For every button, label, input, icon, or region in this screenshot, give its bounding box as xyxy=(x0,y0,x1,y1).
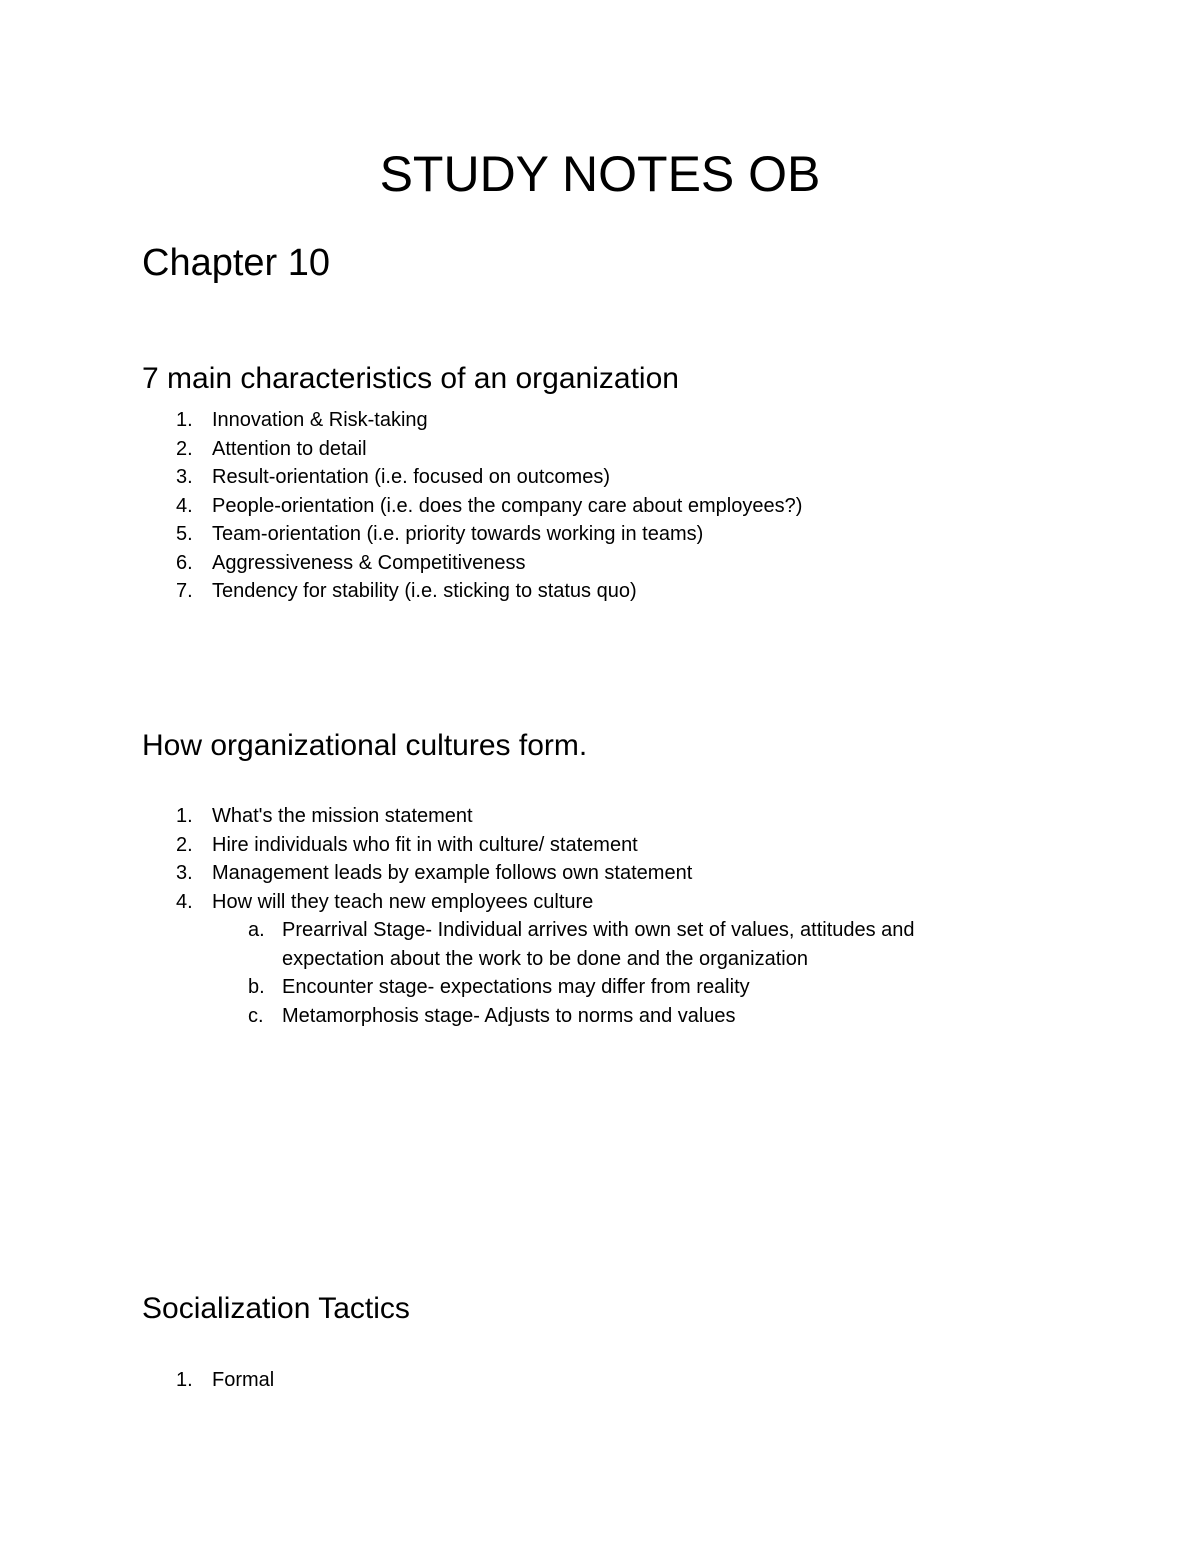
sub-list-item-letter: c. xyxy=(248,1004,264,1027)
list-item-number: 1. xyxy=(176,409,193,431)
list-item-number: 2. xyxy=(176,833,193,856)
document-title: STUDY NOTES OB xyxy=(379,146,821,202)
chapter-heading: Chapter 10 xyxy=(142,242,331,284)
list-item-number: 4. xyxy=(176,890,193,913)
list-item-text: Management leads by example follows own statement xyxy=(212,862,693,884)
culture-formation-list xyxy=(0,802,1200,1030)
list-item xyxy=(0,492,1200,521)
list-item xyxy=(0,859,1200,888)
list-item-number: 1. xyxy=(176,805,193,827)
list-item xyxy=(0,463,1200,492)
list-item-number: 2. xyxy=(176,437,193,460)
list-item-number: 1. xyxy=(176,1369,193,1391)
list-item-text: Aggressiveness & Competitiveness xyxy=(212,551,526,574)
list-item xyxy=(0,520,1200,549)
list-item xyxy=(0,577,1200,606)
sub-list-item xyxy=(0,916,1200,973)
list-item-text: How will they teach new employees culture xyxy=(212,890,594,913)
list-item-number: 3. xyxy=(176,862,193,884)
sub-list-item xyxy=(0,1002,1200,1031)
list-item-text: Formal xyxy=(212,1369,275,1391)
sub-list-item-text: Encounter stage- expectations may differ from reality xyxy=(282,976,750,998)
list-item xyxy=(0,435,1200,464)
sub-list-item-letter: b. xyxy=(248,976,265,998)
section-heading-characteristics: 7 main characteristics of an organization xyxy=(142,362,679,395)
list-item-number: 6. xyxy=(176,551,193,574)
list-item-text: What's the mission statement xyxy=(212,805,473,827)
list-item xyxy=(0,1366,1200,1395)
list-item xyxy=(0,831,1200,860)
section-heading-culture-formation: How organizational cultures form. xyxy=(142,729,588,762)
list-item-text: Team-orientation (i.e. priority towards working in teams) xyxy=(212,523,704,545)
list-item-text: Tendency for stability (i.e. sticking to status quo) xyxy=(212,580,637,602)
list-item-text: Attention to detail xyxy=(212,437,367,460)
sub-list-item-letter: a. xyxy=(248,919,265,941)
list-item-number: 3. xyxy=(176,466,193,488)
sub-list-item xyxy=(0,973,1200,1002)
sub-list-item-text: Prearrival Stage- Individual arrives with own set of values, attitudes and expectation about the work to be done and the organization xyxy=(282,919,915,970)
list-item-number: 7. xyxy=(176,580,193,602)
list-item-text: Hire individuals who fit in with culture/ statement xyxy=(212,833,638,856)
socialization-tactics-list xyxy=(0,1366,1200,1395)
list-item-text: Result-orientation (i.e. focused on outcomes) xyxy=(212,466,610,488)
section-heading-socialization-tactics: Socialization Tactics xyxy=(142,1292,410,1325)
list-item xyxy=(0,549,1200,578)
list-item xyxy=(0,802,1200,831)
list-item xyxy=(0,406,1200,435)
list-item-number: 4. xyxy=(176,494,193,517)
sub-list-item-text: Metamorphosis stage- Adjusts to norms and values xyxy=(282,1004,736,1027)
list-item-number: 5. xyxy=(176,523,193,545)
list-item-text: Innovation & Risk-taking xyxy=(212,409,428,431)
list-item xyxy=(0,888,1200,917)
list-item-text: People-orientation (i.e. does the company care about employees?) xyxy=(212,494,803,517)
characteristics-list xyxy=(0,406,1200,606)
